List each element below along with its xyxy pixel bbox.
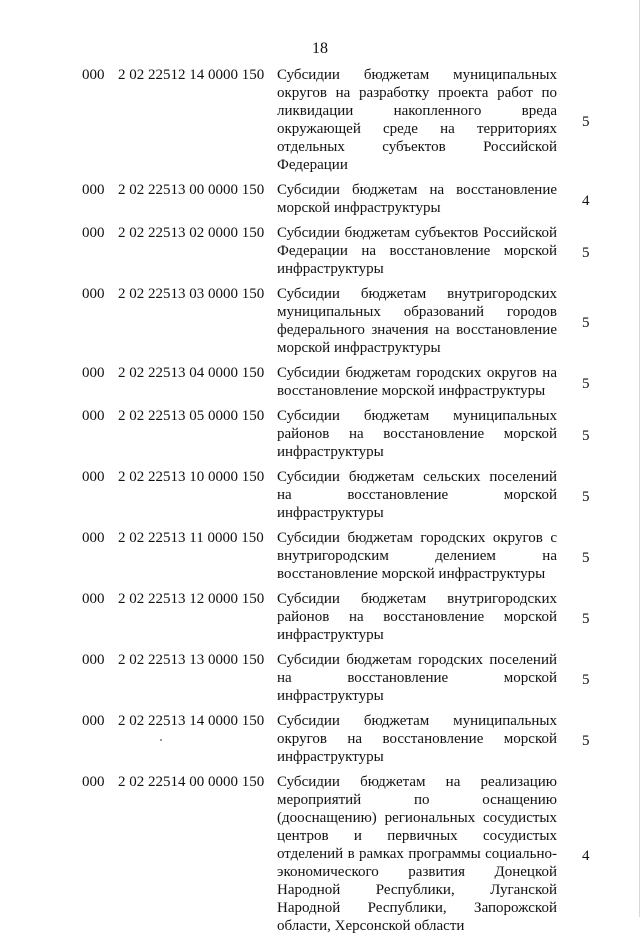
table-row <box>0 285 640 357</box>
revenue-name: Субсидии бюджетам внутригородских муниципальных образований городов федерального значения на восстановление морской инфраструктуры <box>277 286 557 356</box>
table-row <box>0 407 640 461</box>
revenue-name: Субсидии бюджетам сельских поселений на восстановление морской инфраструктуры <box>277 469 557 521</box>
budget-classification-code: 2 02 22513 00 0000 150 <box>118 182 265 198</box>
revenue-name: Субсидии бюджетам на реализацию мероприятий по оснащению (дооснащению) региональных сосудистых центров и первичных сосудистых отделений в рамках программы социально-экономического развития Донецкой Народной Республики, Луганской Народной Республики, Запорожской области, Херсонской области <box>277 774 557 934</box>
budget-classification-code: 2 02 22514 00 0000 150 <box>118 774 265 790</box>
budget-classification-code: 2 02 22513 14 0000 150 <box>118 713 265 729</box>
scan-speck <box>160 739 162 741</box>
budget-classification-code: 2 02 22512 14 0000 150 <box>118 67 265 83</box>
budget-classification-code: 2 02 22513 04 0000 150 <box>118 365 265 381</box>
table-row <box>0 773 640 935</box>
row-value: 5 <box>582 732 590 749</box>
revenue-name: Субсидии бюджетам муниципальных районов на восстановление морской инфраструктуры <box>277 408 557 460</box>
budget-classification-code: 2 02 22513 02 0000 150 <box>118 225 265 241</box>
table-row <box>0 364 640 400</box>
admin-code: 000 <box>82 774 105 790</box>
budget-classification-code: 2 02 22513 05 0000 150 <box>118 408 265 424</box>
budget-classification-code: 2 02 22513 12 0000 150 <box>118 591 265 607</box>
row-value: 5 <box>582 113 590 130</box>
budget-classification-code: 2 02 22513 03 0000 150 <box>118 286 265 302</box>
admin-code: 000 <box>82 225 105 241</box>
revenue-name: Субсидии бюджетам внутригородских районов на восстановление морской инфраструктуры <box>277 591 557 643</box>
admin-code: 000 <box>82 182 105 198</box>
revenue-name: Субсидии бюджетам муниципальных округов на восстановление морской инфраструктуры <box>277 713 557 765</box>
admin-code: 000 <box>82 67 105 83</box>
admin-code: 000 <box>82 530 105 546</box>
table-row <box>0 651 640 705</box>
budget-code-table <box>0 66 640 942</box>
row-value: 5 <box>582 671 590 688</box>
revenue-name: Субсидии бюджетам городских округов с внутригородским делением на восстановление морской инфраструктуры <box>277 530 557 582</box>
budget-classification-code: 2 02 22513 11 0000 150 <box>118 530 264 546</box>
revenue-name: Субсидии бюджетам городских округов на восстановление морской инфраструктуры <box>277 365 557 399</box>
table-row <box>0 468 640 522</box>
row-value: 5 <box>582 375 590 392</box>
row-value: 5 <box>582 488 590 505</box>
table-row <box>0 529 640 583</box>
row-value: 5 <box>582 610 590 627</box>
admin-code: 000 <box>82 652 105 668</box>
revenue-name: Субсидии бюджетам муниципальных округов на разработку проекта работ по ликвидации накопленного вреда окружающей среде на территориях отдельных субъектов Российской Федерации <box>277 67 557 173</box>
table-row <box>0 224 640 278</box>
row-value: 5 <box>582 244 590 261</box>
row-value: 5 <box>582 549 590 566</box>
table-row <box>0 712 640 766</box>
row-value: 4 <box>582 847 590 864</box>
table-row <box>0 181 640 217</box>
table-row <box>0 590 640 644</box>
revenue-name: Субсидии бюджетам субъектов Российской Федерации на восстановление морской инфраструктуры <box>277 225 557 277</box>
admin-code: 000 <box>82 713 105 729</box>
row-value: 4 <box>582 192 590 209</box>
page-number: 18 <box>312 40 328 57</box>
admin-code: 000 <box>82 469 105 485</box>
admin-code: 000 <box>82 591 105 607</box>
row-value: 5 <box>582 314 590 331</box>
budget-classification-code: 2 02 22513 13 0000 150 <box>118 652 265 668</box>
revenue-name: Субсидии бюджетам на восстановление морской инфраструктуры <box>277 182 557 216</box>
revenue-name: Субсидии бюджетам городских поселений на восстановление морской инфраструктуры <box>277 652 557 704</box>
budget-classification-code: 2 02 22513 10 0000 150 <box>118 469 265 485</box>
table-row <box>0 66 640 174</box>
admin-code: 000 <box>82 408 105 424</box>
row-value: 5 <box>582 427 590 444</box>
admin-code: 000 <box>82 365 105 381</box>
admin-code: 000 <box>82 286 105 302</box>
